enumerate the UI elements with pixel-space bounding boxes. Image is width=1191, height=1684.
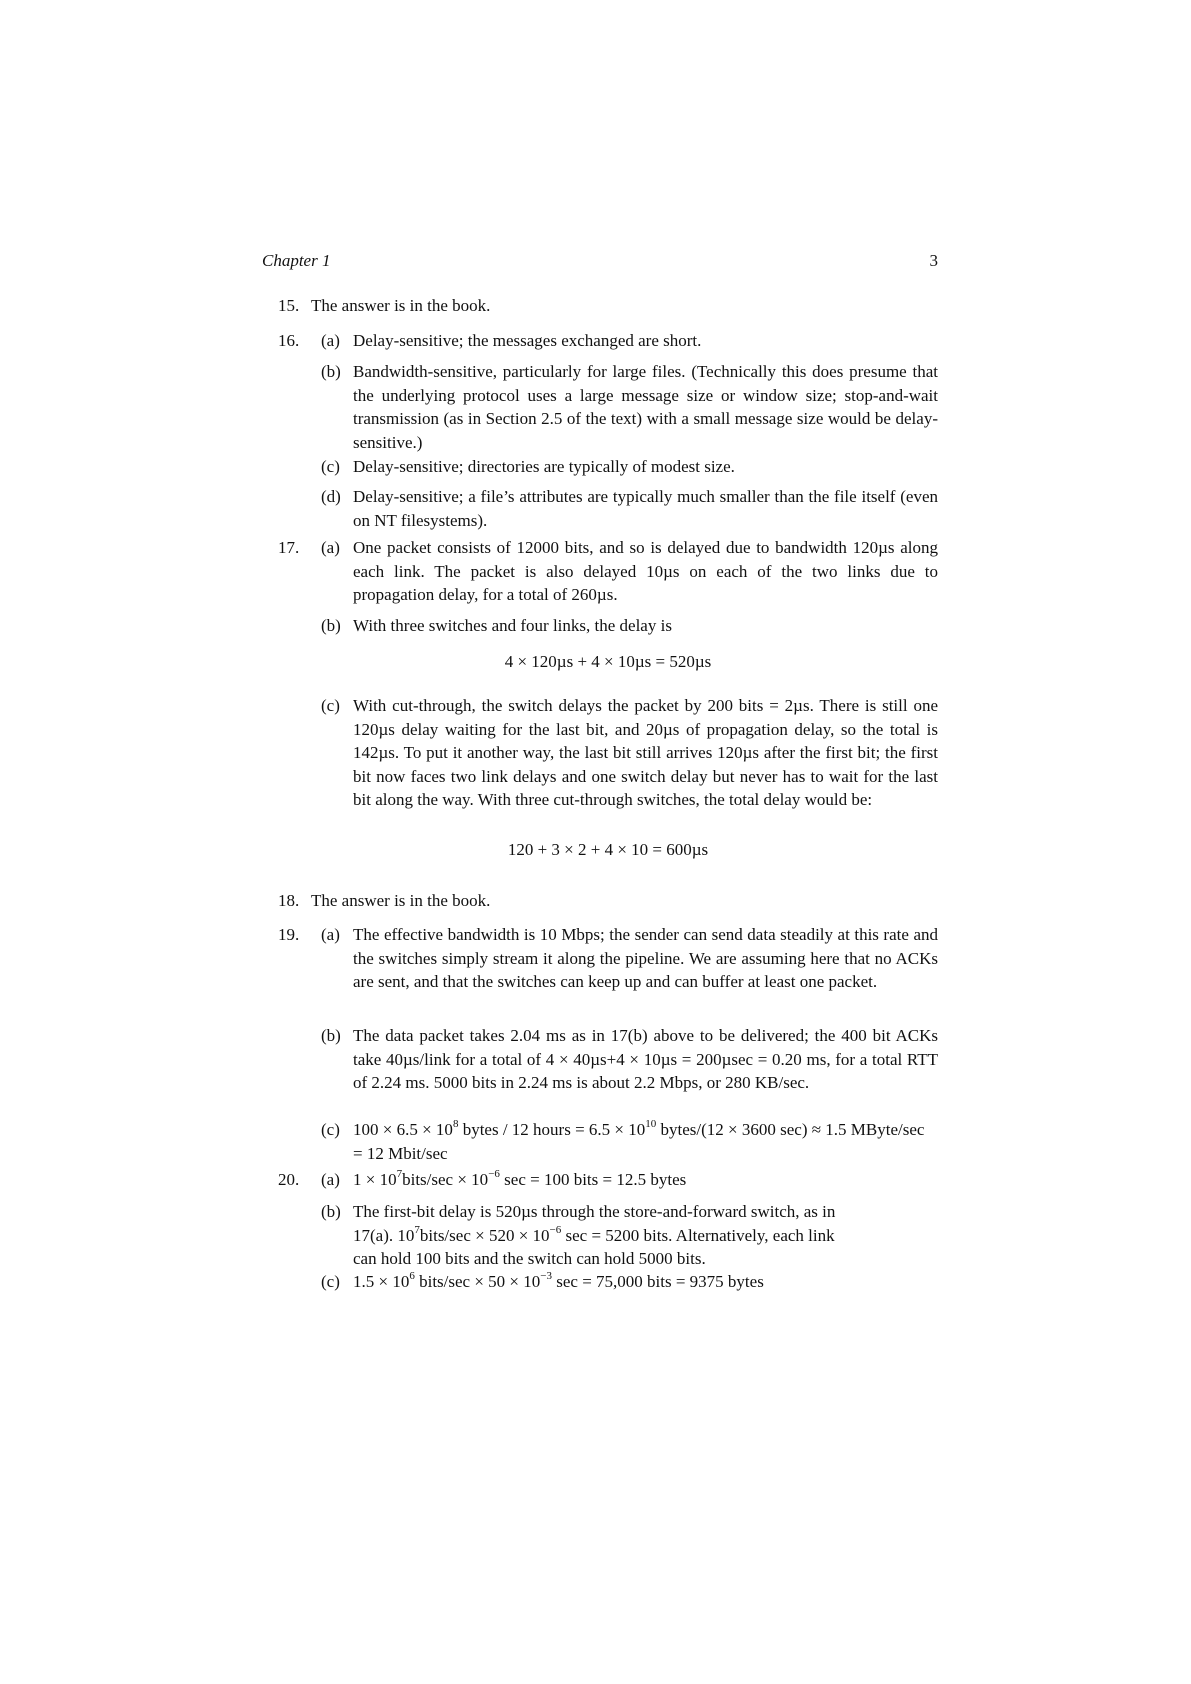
part-d: [321, 485, 938, 532]
part-c: [321, 1118, 981, 1165]
part-a: [321, 923, 938, 994]
part-text: $1.5 \times 10^6$ bits/sec × $50 \times 10^{-3}$ sec = 75,000 bits = 9375 bytes: [353, 1270, 764, 1291]
problem-text: The answer is in the book.: [311, 891, 491, 910]
part-label: (a): [321, 1170, 340, 1189]
part-label: (b): [321, 1026, 341, 1045]
equation-17b: 4 × 120µs + 4 × 10µs = 520µs: [504, 652, 712, 671]
part-text: $1 \times 10^7bits/\sec \times 10^{-6}$ sec = 100 bits = 12.5 bytes: [353, 1168, 687, 1189]
equation-17c: 120 + 3 × 2 + 4 × 10 = 600µs: [507, 840, 709, 859]
part-a: [321, 536, 938, 607]
part-text: $100 \times 6.5 \times 10^8$ bytes / 12 hours = $6.5 \times 10^{10}$ bytes/(12 × 3600 sec) ≈ 1.5 MByte/sec = 12 Mbit/sec: [353, 1118, 925, 1163]
part-label: (d): [321, 487, 341, 506]
part-text: The effective bandwidth is 10 Mbps; the sender can send data steadily at this rate and the switches simply stream it along the pipeline. We are assuming here that no ACKs are sent, and that the switches can keep up and can buffer at least one packet.: [353, 925, 938, 991]
part-text: Bandwidth-sensitive, particularly for large files. (Technically this does presume that the underlying protocol uses a large message size or window size; stop-and-wait transmission (as in Section 2.5 of the text) with a small message size would be delay-sensitive.): [353, 362, 938, 452]
part-label: (b): [321, 362, 341, 381]
running-header: [262, 251, 938, 275]
part-label: (b): [321, 1202, 341, 1221]
problem-number: 18.: [278, 891, 300, 910]
part-b: [321, 360, 938, 454]
part-label: (a): [321, 925, 340, 944]
problem-16: [278, 329, 938, 569]
problem-17: [278, 536, 938, 866]
part-label: (c): [321, 696, 340, 715]
problem-15: [278, 294, 938, 320]
part-c: [321, 455, 938, 479]
part-text: With three switches and four links, the delay is: [353, 616, 672, 635]
part-text: One packet consists of 12000 bits, and so is delayed due to bandwidth 120µs along each link. The packet is also delayed 10µs on each of the two links due to propagation delay, for a total of 260µs.: [353, 538, 938, 604]
part-b: [321, 1024, 938, 1095]
part-label: (c): [321, 1120, 340, 1139]
part-c: [321, 694, 938, 812]
part-label: (b): [321, 616, 341, 635]
part-c: [321, 1270, 938, 1294]
part-a: [321, 1168, 938, 1192]
chapter-title: Chapter 1: [262, 251, 331, 270]
problem-18: [278, 889, 938, 915]
page-number: 3: [929, 251, 938, 270]
problem-19: [278, 923, 938, 1163]
problem-number: 15.: [278, 296, 300, 315]
part-label: (a): [321, 331, 340, 350]
problem-text: The answer is in the book.: [311, 296, 491, 315]
part-label: (a): [321, 538, 340, 557]
part-a: [321, 329, 938, 353]
part-text: Delay-sensitive; a file’s attributes are typically much smaller than the file itself (even on NT filesystems).: [353, 487, 938, 530]
problem-number: 20.: [278, 1170, 300, 1189]
part-b: [321, 614, 938, 638]
problem-20: [278, 1168, 938, 1308]
part-text: The first-bit delay is 520µs through the store-and-forward switch, as in 17(a). $10^7bits/\sec \times 520 \times 10^{-6}$ sec = 5200 bits. Alternatively, each link can hold 100 bits and the switch can hold 5000 bits.: [353, 1202, 836, 1268]
problem-number: 17.: [278, 538, 300, 557]
part-text: With cut-through, the switch delays the packet by 200 bits = 2µs. There is still one 120µs delay waiting for the last bit, and 20µs of propagation delay, so the total is 142µs. To put it another way, the last bit still arrives 120µs after the first bit; the first bit now faces two link delays and one switch delay but never has to wait for the last bit along the way. With three cut-through switches, the total delay would be:: [353, 696, 938, 809]
part-label: (c): [321, 457, 340, 476]
problem-number: 16.: [278, 331, 300, 350]
part-text: Delay-sensitive; directories are typically of modest size.: [353, 457, 735, 476]
part-text: Delay-sensitive; the messages exchanged are short.: [353, 331, 702, 350]
part-label: (c): [321, 1272, 340, 1291]
part-b: [321, 1200, 938, 1271]
problem-number: 19.: [278, 925, 300, 944]
part-text: The data packet takes 2.04 ms as in 17(b) above to be delivered; the 400 bit ACKs take 40µs/link for a total of 4 × 40µs+4 × 10µs = 200µsec = 0.20 ms, for a total RTT of 2.24 ms. 5000 bits in 2.24 ms is about 2.2 Mbps, or 280 KB/sec.: [353, 1026, 938, 1092]
